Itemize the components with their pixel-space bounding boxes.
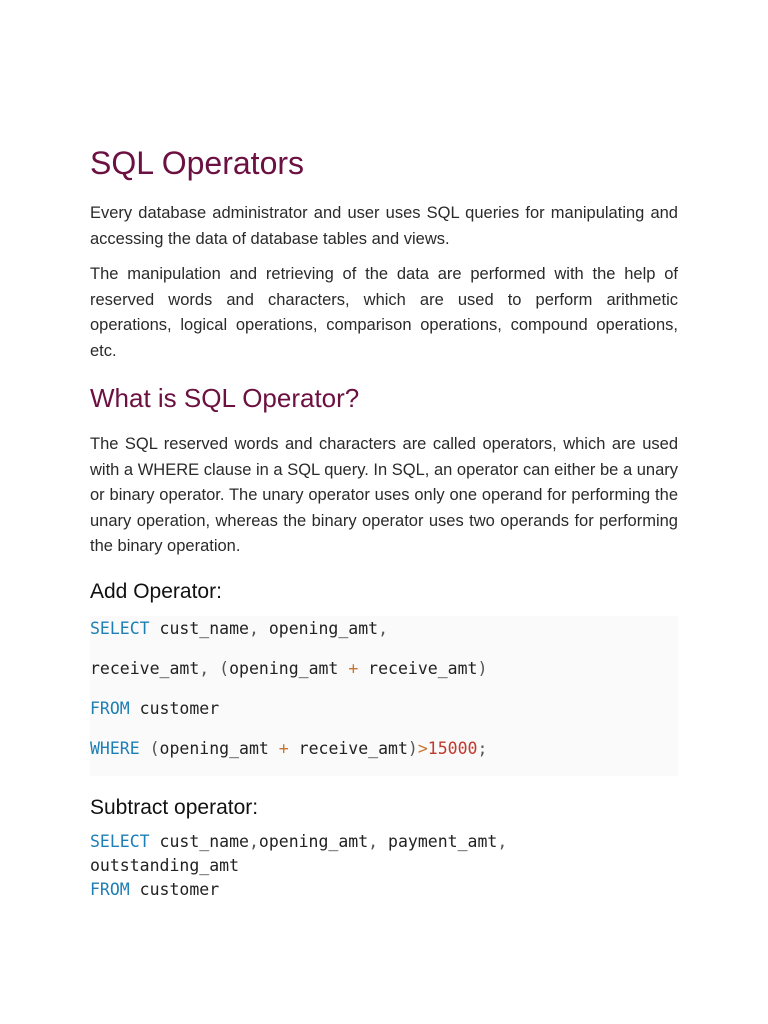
- code-line: [90, 616, 678, 656]
- code-operator: +: [348, 658, 359, 678]
- add-operator-heading: Add Operator:: [90, 579, 222, 603]
- intro-paragraph-1: Every database administrator and user uses SQL queries for manipulating and accessing the data of database tables and views.: [90, 204, 678, 248]
- code-text: cust_name: [149, 831, 249, 851]
- subtract-operator-heading: Subtract operator:: [90, 795, 259, 819]
- code-punct: ,: [248, 618, 259, 638]
- intro-paragraph-2: The manipulation and retrieving of the data are performed with the help of reserved words and characters, which are used to perform arithmetic operations, logical operations, comparison operations, compound operations, etc.: [90, 265, 678, 360]
- code-text: cust_name: [149, 618, 249, 638]
- code-keyword: SELECT: [90, 618, 150, 638]
- code-line: [90, 656, 678, 696]
- code-text: opening_amt: [229, 658, 349, 678]
- code-punct: ,: [497, 831, 508, 851]
- subtract-operator-code-block: [90, 830, 678, 902]
- code-punct: ,: [368, 831, 379, 851]
- code-text: opening_amt: [159, 738, 279, 758]
- code-punct: ,: [248, 831, 259, 851]
- code-punct: ,: [199, 658, 210, 678]
- page-title: SQL Operators: [90, 145, 305, 181]
- code-punct: ): [407, 738, 418, 758]
- code-line: [90, 736, 678, 776]
- code-punct: ,: [378, 618, 389, 638]
- code-punct: ;: [477, 738, 488, 758]
- code-punct: (: [139, 738, 160, 758]
- code-text: opening_amt: [258, 618, 379, 638]
- code-number: 15000: [427, 738, 478, 758]
- code-line: [90, 830, 678, 854]
- code-operator: >: [417, 738, 428, 758]
- document-content: [90, 143, 678, 902]
- code-line: [90, 854, 678, 878]
- code-keyword: FROM: [90, 879, 130, 899]
- code-text: receive_amt: [90, 658, 200, 678]
- code-keyword: SELECT: [90, 831, 150, 851]
- code-text: customer: [129, 698, 220, 718]
- code-keyword: WHERE: [90, 738, 140, 758]
- code-text: opening_amt: [258, 831, 369, 851]
- code-punct: ): [477, 658, 488, 678]
- section-paragraph: The SQL reserved words and characters are called operators, which are used with a WHERE clause in a SQL query. In SQL, an operator can either be a unary or binary operator. The unary operator uses only one operand for performing the unary operation, whereas the binary operator uses two operands for performing the binary operation.: [90, 435, 678, 555]
- code-punct: (: [209, 658, 230, 678]
- add-operator-code-block: [90, 616, 678, 776]
- code-text: receive_amt: [288, 738, 408, 758]
- code-keyword: FROM: [90, 698, 130, 718]
- code-text: receive_amt: [358, 658, 478, 678]
- code-text: payment_amt: [378, 831, 498, 851]
- code-line: [90, 878, 678, 902]
- code-operator: +: [278, 738, 289, 758]
- code-text: outstanding_amt: [90, 855, 240, 875]
- section-heading: What is SQL Operator?: [90, 383, 360, 413]
- code-line: [90, 696, 678, 736]
- code-text: customer: [129, 879, 220, 899]
